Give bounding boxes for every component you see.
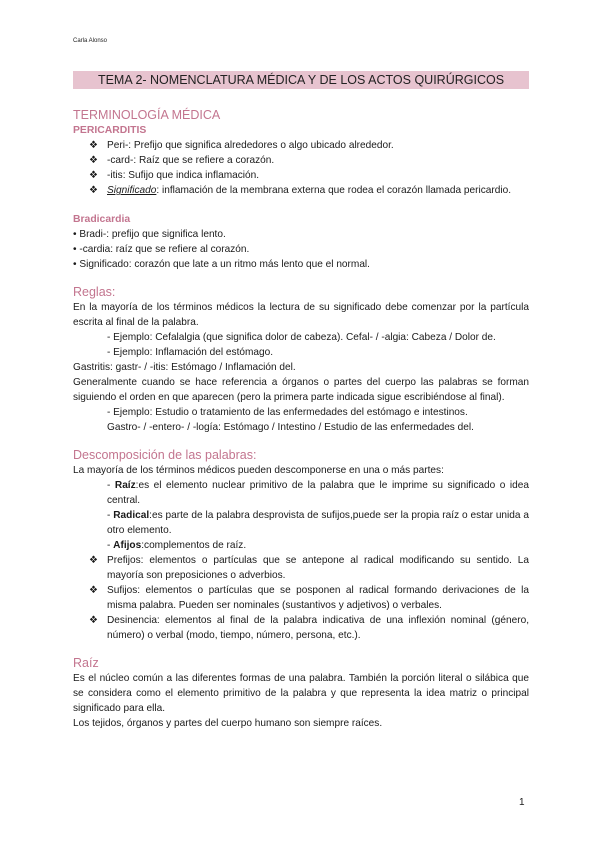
radical-label: Radical: [113, 510, 150, 521]
bullet-icon: ❖: [89, 140, 98, 151]
example-line: - Ejemplo: Inflamación del estómago.: [107, 347, 274, 358]
bullet-icon: ❖: [89, 155, 98, 166]
list-item: ❖ Desinencia: elementos al final de la palabra indicativa de una inflexión nominal (género, número) o verbal (modo, tiempo, número, persona, etc.).: [89, 615, 529, 641]
bullet-icon: ❖: [89, 185, 98, 196]
significado-label: Significado: [107, 185, 157, 196]
document-title: TEMA 2- NOMENCLATURA MÉDICA Y DE LOS ACTOS QUIRÚRGICOS: [73, 71, 529, 89]
list-item: ❖ Peri-: Prefijo que significa alrededores o algo ubicado alrededor.: [89, 140, 394, 151]
list-item: ❖ Prefijos: elementos o partículas que se antepone al radical modificando su sentido. La mayoría son preposiciones o adverbios.: [89, 555, 529, 581]
paragraph: En la mayoría de los términos médicos la lectura de su significado debe comenzar por la partícula escrita al final de la palabra.: [73, 302, 529, 328]
bullet-icon: ❖: [89, 585, 98, 596]
list-item: ❖ -card-: Raíz que se refiere a corazón.: [89, 155, 275, 166]
document-body: [73, 107, 529, 731]
section-heading-raiz: Raíz: [73, 656, 99, 670]
paragraph: La mayoría de los términos médicos pueden descomponerse en una o más partes:: [73, 465, 444, 476]
list-item: • Bradi-: prefijo que significa lento.: [73, 229, 226, 240]
list-item: ❖ -itis: Sufijo que indica inflamación.: [89, 170, 260, 181]
bullet-icon: ❖: [89, 555, 98, 566]
author-name: Carla Alonso: [73, 38, 108, 44]
list-item: • -cardia: raíz que se refiere al corazón.: [73, 244, 250, 255]
paragraph: Es el núcleo común a las diferentes formas de una palabra. También la porción literal o silábica que se considera como el elemento primitivo de la palabra y que representa la idea matriz o principal significado para ella.: [73, 673, 529, 714]
list-item: ❖ Significado: inflamación de la membrana externa que rodea el corazón llamada pericardio.: [89, 185, 511, 196]
list-item: - Raíz:es el elemento nuclear primitivo de la palabra que le imprime su significado o idea central.: [107, 480, 530, 506]
section-heading-terminologia: TERMINOLOGÍA MÉDICA: [73, 108, 221, 122]
section-heading-descomposicion: Descomposición de las palabras:: [73, 448, 257, 462]
raiz-label: Raíz: [114, 480, 136, 491]
list-item: - Radical:es parte de la palabra desprovista de sufijos,puede ser la propia raíz o estar unida a otro elemento.: [107, 510, 530, 536]
paragraph: Gastritis: gastr- / -itis: Estómago / Inflamación del.: [73, 362, 296, 373]
bullet-icon: ❖: [89, 170, 98, 181]
subheading-bradicardia: Bradicardia: [73, 214, 131, 225]
subheading-pericarditis: PERICARDITIS: [73, 125, 147, 136]
page-number: 1: [519, 797, 525, 808]
list-item: ❖ Sufijos: elementos o partículas que se posponen al radical formando derivaciones de la misma palabra. Pueden ser nominales (sustantivos y adjetivos) o verbales.: [89, 585, 529, 611]
paragraph: Los tejidos, órganos y partes del cuerpo humano son siempre raíces.: [73, 718, 383, 729]
afijos-label: Afijos: [113, 540, 142, 551]
list-item: - Afijos:complementos de raíz.: [107, 540, 247, 551]
bullet-icon: ❖: [89, 615, 98, 626]
example-line: Gastro- / -entero- / -logía: Estómago / Intestino / Estudio de las enfermedades del.: [107, 422, 474, 433]
section-heading-reglas: Reglas:: [73, 285, 116, 299]
list-item: • Significado: corazón que late a un ritmo más lento que el normal.: [73, 259, 370, 270]
paragraph: Generalmente cuando se hace referencia a órganos o partes del cuerpo las palabras se forman siguiendo el orden en que aparecen (pero la primera parte indicada sigue escribiéndose al final).: [73, 377, 529, 403]
example-line: - Ejemplo: Cefalalgia (que significa dolor de cabeza). Cefal- / -algia: Cabeza / Dolor de.: [107, 332, 496, 343]
example-line: - Ejemplo: Estudio o tratamiento de las enfermedades del estómago e intestinos.: [107, 407, 468, 418]
